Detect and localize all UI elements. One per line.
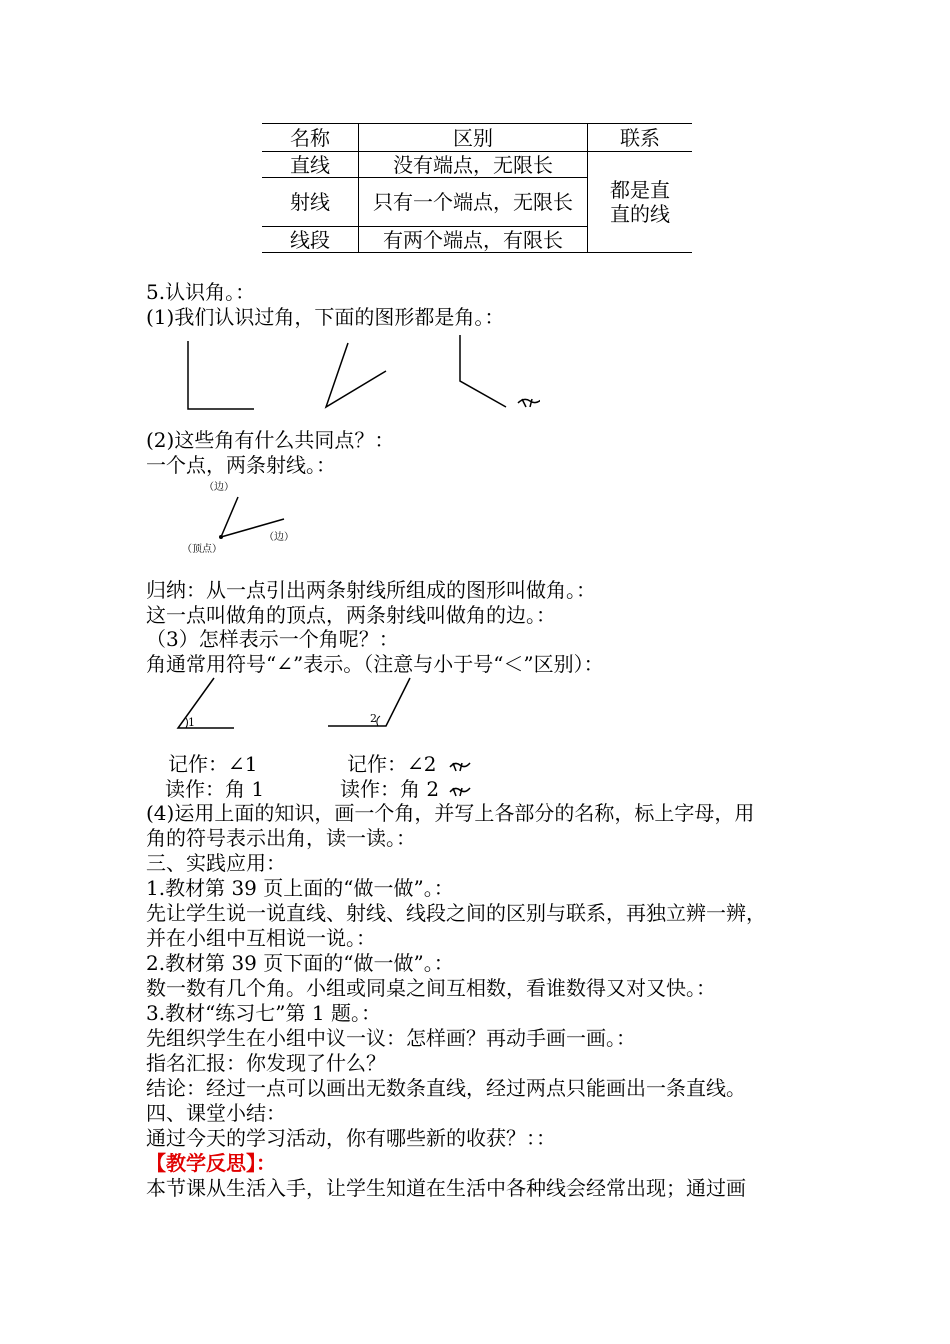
row-diff: 只有一个端点，无限长 [359,178,588,227]
part-4-heading: 四、课堂小结： [146,1101,286,1125]
reflection-text: 本节课从生活入手，让学生知道在生活中各种线会经常出现；通过画 [146,1176,746,1200]
row-link: 都是直直的线 [588,152,693,253]
notation-read-1: 读作：角 1 [165,777,265,801]
practice-1-desc-2: 并在小组中互相说一说。： [146,926,376,950]
summary-line-2: 这一点叫做角的顶点，两条射线叫做角的边。： [146,603,556,627]
notation-write-1: 记作：∠1 [168,752,258,776]
summary-line-1: 归纳：从一点引出两条射线所组成的图形叫做角。： [146,578,596,602]
vertex-label: （顶点） [182,544,222,555]
summary-question: 通过今天的学习活动，你有哪些新的收获？：： [146,1126,556,1150]
row-name: 射线 [262,178,359,227]
section-5-3: （3）怎样表示一个角呢？： [146,627,399,651]
line-comparison-table [262,123,692,253]
angle-1-number: 1 [188,716,195,729]
practice-3-report: 指名汇报：你发现了什么？ [146,1051,386,1075]
practice-1-desc-1: 先让学生说一说直线、射线、线段之间的区别与联系，再独立辨一辨， [146,901,766,925]
header-name: 名称 [262,124,359,152]
practice-3-conclusion: 结论：经过一点可以画出无数条直线，经过两点只能画出一条直线。 [146,1076,746,1100]
angle-2-number: 2 [370,712,377,725]
notation-write-2: 记作：∠2 [347,752,437,776]
section-5-title: 5.认识角。： [146,280,256,304]
row-name: 直线 [262,152,359,178]
section-5-2-answer: 一个点，两条射线。： [146,453,336,477]
header-diff: 区别 [359,124,588,152]
practice-3: 3.教材“练习七”第 1 题。： [146,1001,381,1025]
angle-examples-figure [180,335,540,415]
scribble-icon [448,755,472,775]
practice-2-desc: 数一数有几个角。小组或同桌之间互相数，看谁数得又对又快。： [146,976,716,1000]
angle-notation-figure [170,676,430,732]
notation-read-2: 读作：角 2 [340,777,440,801]
row-diff: 没有端点，无限长 [359,152,588,178]
angle-symbol-line: 角通常用符号“∠”表示。（注意与小于号“＜”区别）： [146,652,604,676]
header-link: 联系 [588,124,693,152]
practice-3-desc: 先组织学生在小组中议一议：怎样画？再动手画一画。： [146,1026,636,1050]
part-3-heading: 三、实践应用： [146,851,286,875]
row-diff: 有两个端点，有限长 [359,227,588,253]
section-5-2: (2)这些角有什么共同点？： [146,428,395,452]
side-label-right: （边） [264,532,294,543]
reflection-heading: 【教学反思】： [146,1151,276,1175]
section-5-4-line-2: 角的符号表示出角，读一读。： [146,826,416,850]
scribble-icon [518,399,540,407]
table-row [262,152,692,178]
section-5-1: (1)我们认识过角，下面的图形都是角。： [146,305,505,329]
section-5-4-line-1: (4)运用上面的知识，画一个角，并写上各部分的名称，标上字母，用 [146,801,755,825]
row-name: 线段 [262,227,359,253]
scribble-icon [448,780,472,800]
table-header-row [262,124,692,152]
side-label-top: （边） [204,482,234,493]
practice-2: 2.教材第 39 页下面的“做一做”。： [146,951,454,975]
practice-1: 1.教材第 39 页上面的“做一做”。： [146,876,454,900]
angle-parts-figure [176,475,316,560]
